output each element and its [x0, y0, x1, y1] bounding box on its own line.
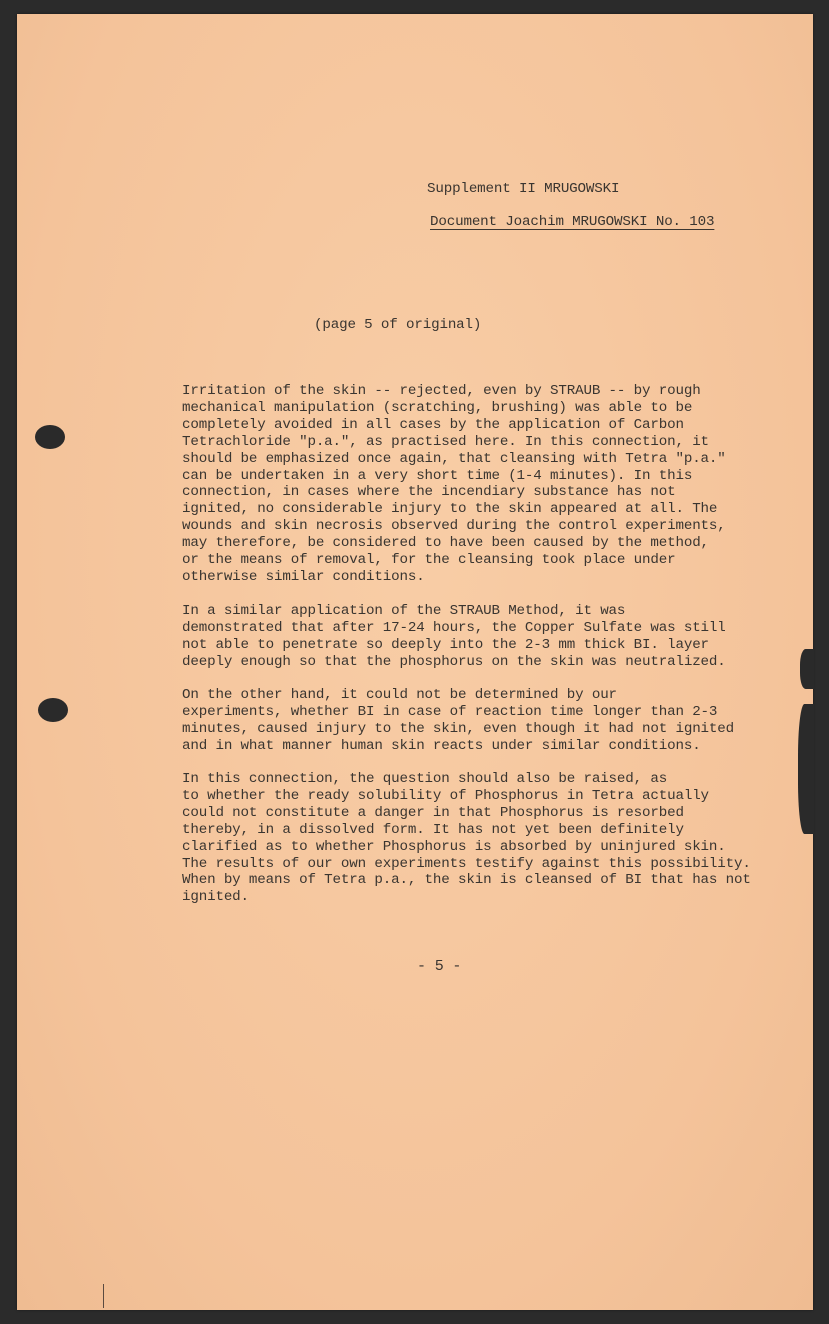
paragraph-2: In a similar application of the STRAUB Method, it was demonstrated that after 17-24 hours, the Copper Sulfate was still not able to penetrate so deeply into the 2-3 mm thick BI. layer deeply enough so that the phosphorus on the skin was neutralized. [182, 603, 726, 670]
page-of-original-note: (page 5 of original) [314, 317, 482, 333]
paragraph-3: On the other hand, it could not be determined by our experiments, whether BI in case of reaction time longer than 2-3 minutes, caused injury to the skin, even though it had not ignited and in what manner human skin reacts under similar conditions. [182, 687, 735, 754]
page-number: - 5 - [417, 958, 462, 975]
punch-hole-lower [38, 698, 68, 722]
paragraph-4: In this connection, the question should also be raised, as to whether the ready solubility of Phosphorus in Tetra actually could not constitute a danger in that Phosphorus is resorbed thereby, in a dissolved form. It has not yet been definitely clarified as to whether Phosphorus is absorbed by uninjured skin. The results of our own experiments testify against this possibility. When by means of Tetra p.a., the skin is cleansed of BI that has not ignited. [182, 771, 751, 906]
supplement-heading: Supplement II MRUGOWSKI [427, 181, 620, 197]
torn-edge-bottom [798, 704, 814, 834]
document-reference: Document Joachim MRUGOWSKI No. 103 [430, 214, 715, 230]
paper-sheet [17, 14, 813, 1310]
paragraph-1: Irritation of the skin -- rejected, even by STRAUB -- by rough mechanical manipulation (scratching, brushing) was able to be completely avoided in all cases by the application of Carbon Tetrachloride "p.a.", as practised here. In this connection, it should be emphasized once again, that cleansing with Tetra "p.a." can be undertaken in a very short time (1-4 minutes). In this connection, in cases where the incendiary substance has not ignited, no considerable injury to the skin appeared at all. The wounds and skin necrosis observed during the control experiments, may therefore, be considered to have been caused by the method, or the means of removal, for the cleansing took place under otherwise similar conditions. [182, 383, 726, 585]
torn-edge-top [800, 649, 814, 689]
punch-hole-upper [35, 425, 65, 449]
margin-pen-mark [103, 1284, 104, 1308]
